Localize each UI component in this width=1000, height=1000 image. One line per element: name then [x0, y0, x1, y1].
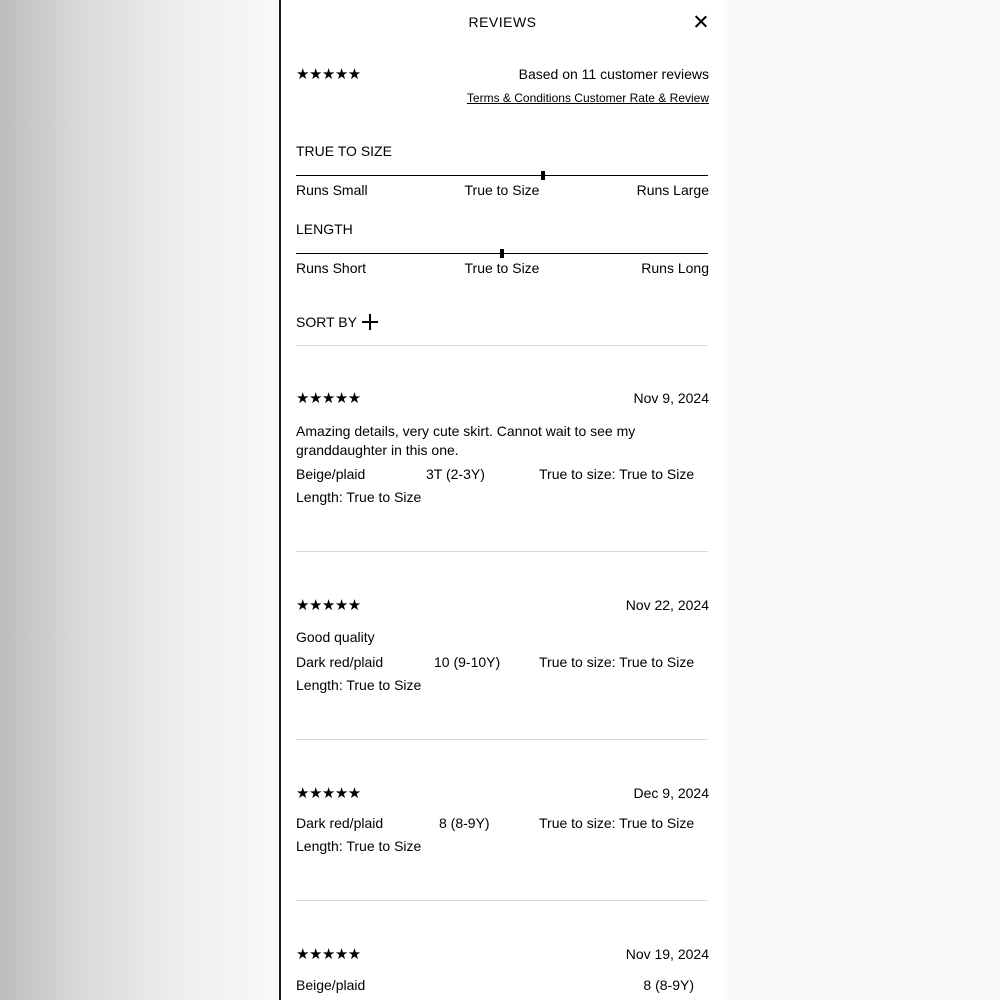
review-3-color: Dark red/plaid	[296, 815, 384, 831]
review-2-color: Dark red/plaid	[296, 654, 384, 670]
divider	[296, 900, 708, 901]
review-1-date: Nov 9, 2024	[633, 390, 709, 406]
review-3-length: Length: True to Size	[296, 838, 422, 854]
divider	[296, 739, 708, 740]
plus-icon[interactable]	[362, 314, 378, 330]
divider	[296, 345, 708, 346]
review-3-fit: True to size: True to Size	[539, 815, 695, 831]
review-1-text: Amazing details, very cute skirt. Cannot wait to see my granddaughter in this one.	[296, 423, 636, 458]
review-4-size: 8 (8-9Y)	[643, 977, 694, 993]
divider	[296, 551, 708, 552]
review-2-text: Good quality	[296, 629, 375, 645]
review-3-size: 8 (8-9Y)	[439, 815, 490, 831]
true-to-size-left-label: Runs Small	[296, 182, 368, 198]
review-3-stars: ★★★★★	[296, 785, 361, 802]
close-icon[interactable]	[691, 12, 711, 32]
review-1-size: 3T (2-3Y)	[426, 466, 485, 482]
length-heading: LENGTH	[296, 221, 353, 237]
true-to-size-marker	[541, 171, 545, 180]
review-2-size: 10 (9-10Y)	[434, 654, 501, 670]
sort-by-button[interactable]: SORT BY	[296, 314, 357, 330]
length-marker	[500, 249, 504, 258]
review-1-color: Beige/plaid	[296, 466, 366, 482]
review-1-length: Length: True to Size	[296, 489, 422, 505]
true-to-size-right-label: Runs Large	[636, 182, 709, 198]
reviews-panel	[279, 0, 724, 1000]
review-1-stars: ★★★★★	[296, 390, 361, 407]
true-to-size-scale	[296, 175, 708, 176]
summary-star-rating: ★★★★★	[296, 66, 361, 83]
true-to-size-middle-label: True to Size	[464, 182, 540, 198]
review-2-date: Nov 22, 2024	[625, 597, 709, 613]
terms-link[interactable]: Terms & Conditions Customer Rate & Review	[466, 91, 709, 105]
review-4-color: Beige/plaid	[296, 977, 366, 993]
review-4-date: Nov 19, 2024	[625, 946, 709, 962]
length-right-label: Runs Long	[641, 260, 709, 276]
review-2-fit: True to size: True to Size	[539, 654, 695, 670]
review-2-length: Length: True to Size	[296, 677, 422, 693]
true-to-size-heading: TRUE TO SIZE	[296, 143, 392, 159]
review-4-stars: ★★★★★	[296, 946, 361, 963]
panel-title: REVIEWS	[468, 14, 537, 30]
review-count: Based on 11 customer reviews	[518, 66, 709, 82]
review-3-date: Dec 9, 2024	[633, 785, 709, 801]
review-1-fit: True to size: True to Size	[539, 466, 695, 482]
length-middle-label: True to Size	[464, 260, 540, 276]
review-2-stars: ★★★★★	[296, 597, 361, 614]
page-backdrop	[722, 0, 1000, 1000]
length-left-label: Runs Short	[296, 260, 367, 276]
